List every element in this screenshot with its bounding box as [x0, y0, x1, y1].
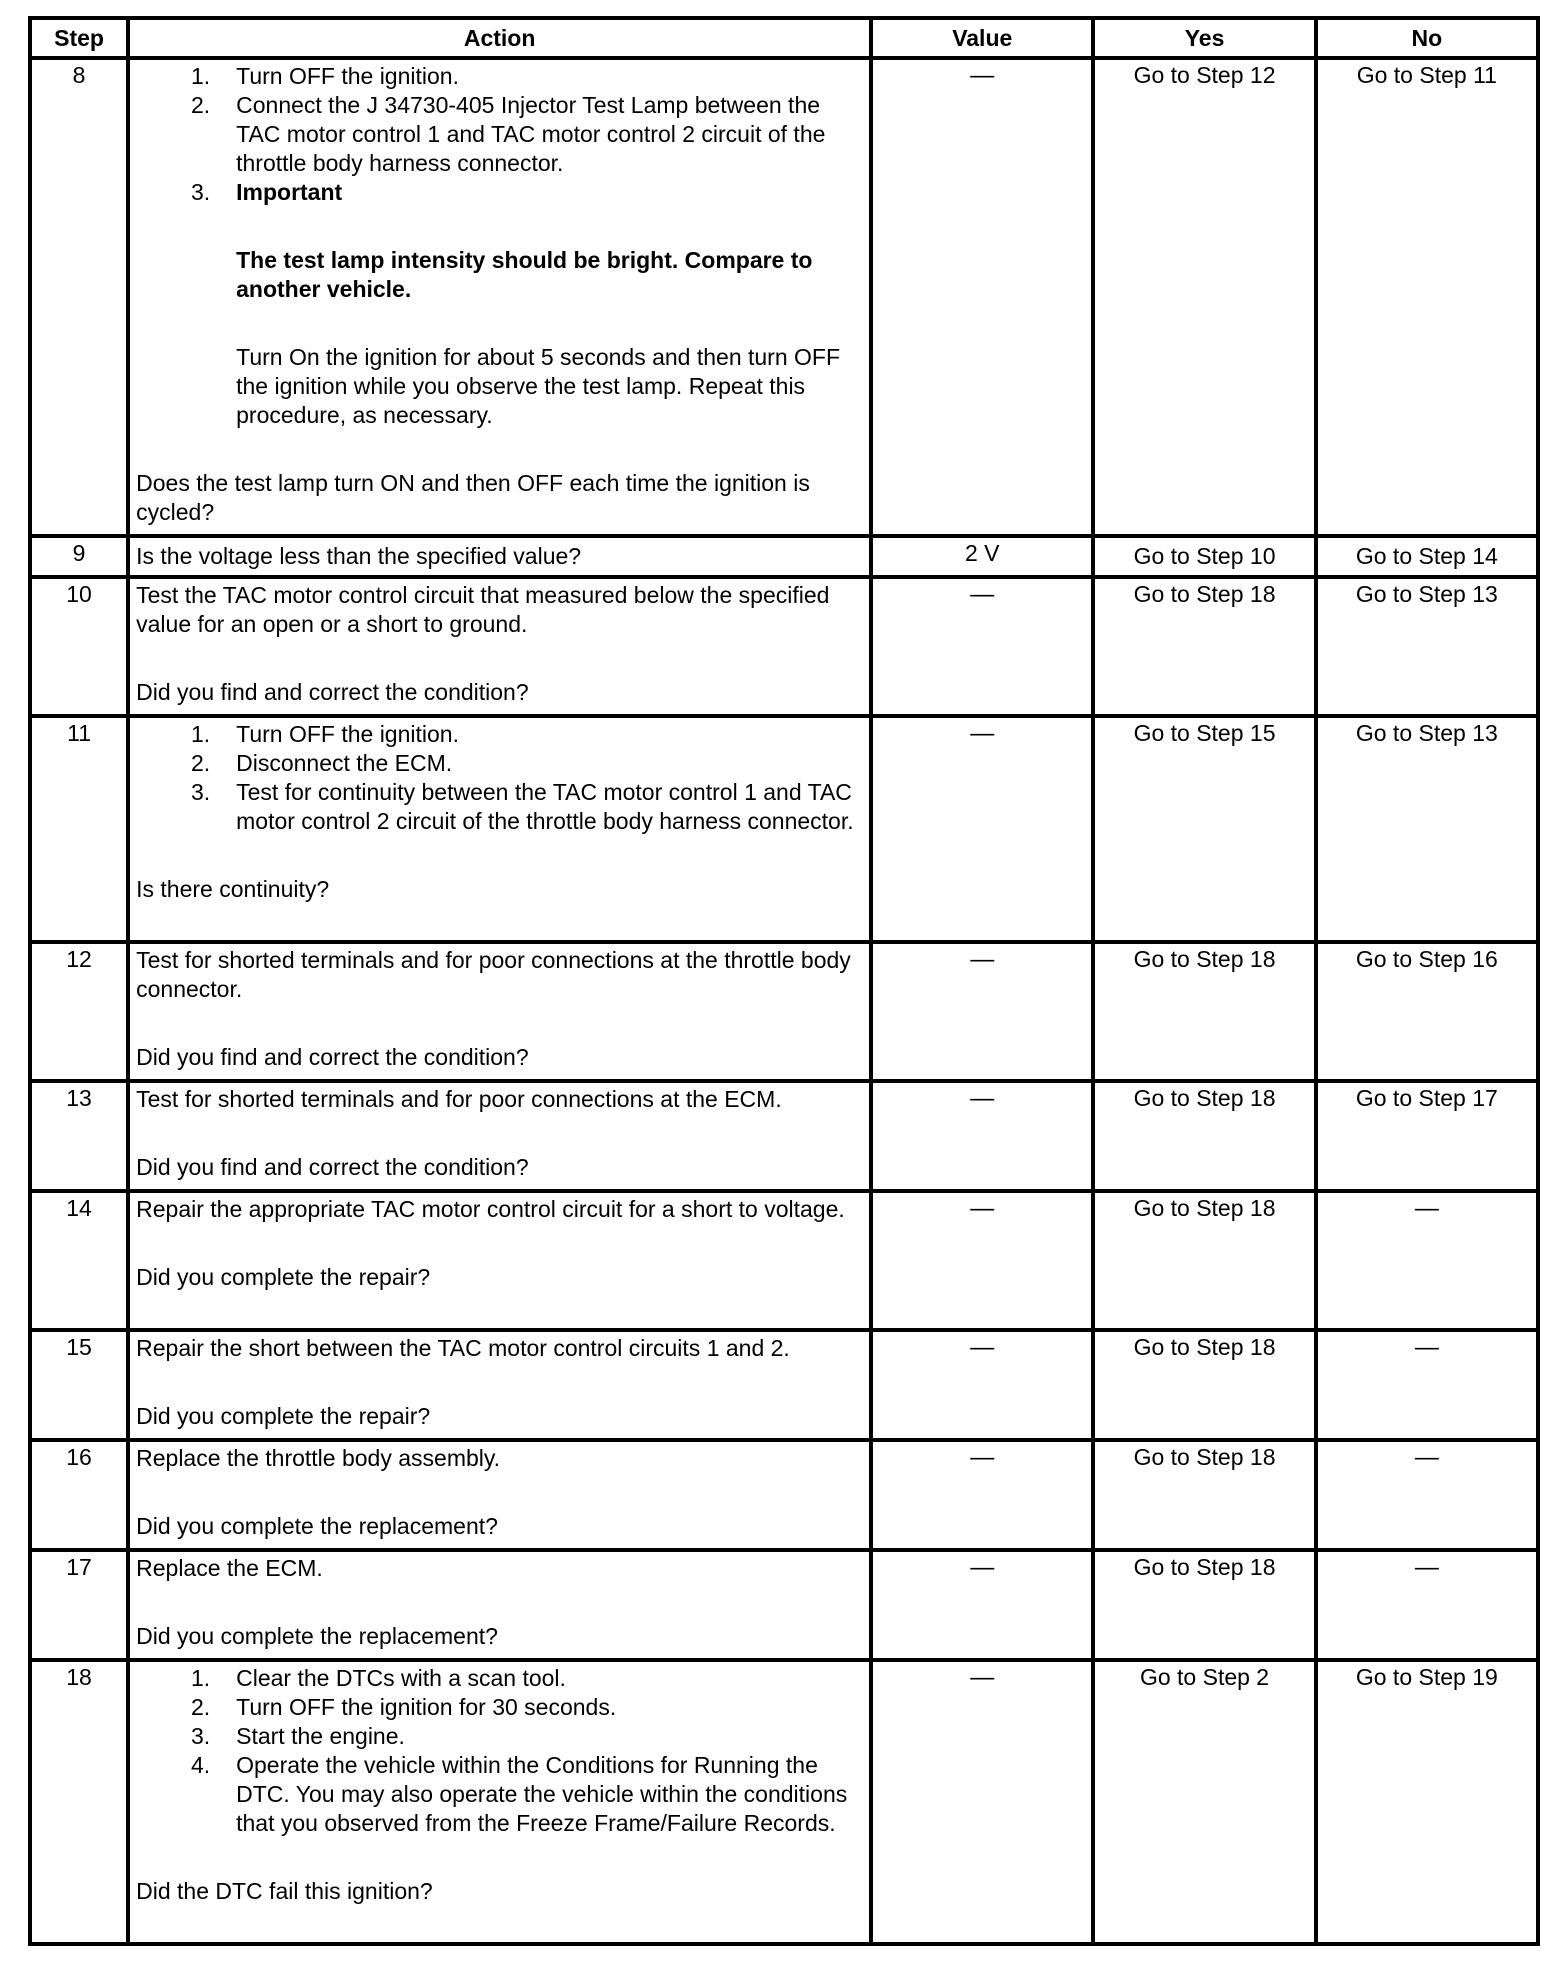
- list-item: 2. Turn OFF the ignition for 30 seconds.: [190, 1694, 617, 1720]
- value-cell: —: [871, 716, 1093, 942]
- action-question: Did you complete the repair?: [136, 1264, 431, 1290]
- table-row-step-11: [30, 716, 1538, 942]
- action-cell: [128, 1330, 871, 1440]
- action-question: Did you find and correct the condition?: [136, 1154, 529, 1180]
- yes-link[interactable]: Go to Step 18: [1093, 577, 1315, 716]
- action-question: Did you find and correct the condition?: [136, 1044, 529, 1070]
- no-link[interactable]: Go to Step 14: [1316, 536, 1538, 577]
- value-cell: 2 V: [871, 536, 1093, 577]
- diagnostic-table: [28, 16, 1540, 1946]
- important-label: Important: [236, 179, 343, 205]
- no-link[interactable]: Go to Step 11: [1316, 58, 1538, 536]
- header-step: Step: [30, 18, 128, 58]
- table-row-step-14: [30, 1191, 1538, 1330]
- no-link: —: [1316, 1440, 1538, 1550]
- step-number: 18: [30, 1660, 128, 1944]
- action-text: Test for shorted terminals and for poor connections at the ECM.: [136, 1086, 782, 1112]
- table-row-step-15: [30, 1330, 1538, 1440]
- no-link: —: [1316, 1191, 1538, 1330]
- step-number: 15: [30, 1330, 128, 1440]
- list-item: 3. Test for continuity between the TAC motor control 1 and TAC motor control 2 circuit of the throttle body harness connector.: [190, 779, 854, 834]
- yes-link[interactable]: Go to Step 18: [1093, 1440, 1315, 1550]
- step-number: 14: [30, 1191, 128, 1330]
- action-question: Is there continuity?: [136, 876, 330, 902]
- list-item: 1. Turn OFF the ignition.: [190, 63, 459, 89]
- no-link: —: [1316, 1550, 1538, 1660]
- action-text: Test for shorted terminals and for poor connections at the throttle body connector.: [136, 947, 851, 1002]
- table-row-step-8: [30, 58, 1538, 536]
- value-cell: —: [871, 1550, 1093, 1660]
- yes-link[interactable]: Go to Step 15: [1093, 716, 1315, 942]
- action-question: Did the DTC fail this ignition?: [136, 1878, 433, 1904]
- yes-link[interactable]: Go to Step 12: [1093, 58, 1315, 536]
- action-question: Did you complete the repair?: [136, 1403, 431, 1429]
- header-row: [30, 18, 1538, 58]
- table-row-step-16: [30, 1440, 1538, 1550]
- value-cell: —: [871, 577, 1093, 716]
- yes-link[interactable]: Go to Step 2: [1093, 1660, 1315, 1944]
- value-cell: —: [871, 1330, 1093, 1440]
- table-row-step-13: [30, 1081, 1538, 1191]
- action-list: [136, 62, 865, 430]
- value-cell: —: [871, 1081, 1093, 1191]
- action-question: Is the voltage less than the specified value?: [128, 536, 871, 577]
- yes-link[interactable]: Go to Step 18: [1093, 1550, 1315, 1660]
- table-row-step-9: [30, 536, 1538, 577]
- step-number: 12: [30, 942, 128, 1081]
- value-cell: —: [871, 1440, 1093, 1550]
- list-item: 4. Operate the vehicle within the Conditions for Running the DTC. You may also operate the vehicle within the conditions that you observed from the Freeze Frame/Failure Records.: [190, 1752, 848, 1836]
- header-yes: Yes: [1093, 18, 1315, 58]
- action-question: Does the test lamp turn ON and then OFF each time the ignition is cycled?: [136, 470, 810, 525]
- action-cell: [128, 1440, 871, 1550]
- no-link[interactable]: Go to Step 17: [1316, 1081, 1538, 1191]
- action-text: Replace the ECM.: [136, 1555, 323, 1581]
- value-cell: —: [871, 1191, 1093, 1330]
- list-item: 2. Disconnect the ECM.: [190, 750, 453, 776]
- list-item: 3. Start the engine.: [190, 1723, 405, 1749]
- value-cell: —: [871, 58, 1093, 536]
- value-cell: —: [871, 1660, 1093, 1944]
- action-text: Test the TAC motor control circuit that measured below the specified value for an open or a short to ground.: [136, 582, 830, 637]
- action-text: Repair the short between the TAC motor control circuits 1 and 2.: [136, 1335, 790, 1361]
- action-cell: [128, 577, 871, 716]
- action-text: Repair the appropriate TAC motor control circuit for a short to voltage.: [136, 1196, 845, 1222]
- step-number: 9: [30, 536, 128, 577]
- table-row-step-12: [30, 942, 1538, 1081]
- step-number: 16: [30, 1440, 128, 1550]
- action-list: [136, 1664, 865, 1838]
- no-link[interactable]: Go to Step 19: [1316, 1660, 1538, 1944]
- action-cell: [128, 1191, 871, 1330]
- action-text: Replace the throttle body assembly.: [136, 1445, 501, 1471]
- important-note: The test lamp intensity should be bright. Compare to another vehicle.: [236, 247, 813, 302]
- list-item: 1. Turn OFF the ignition.: [190, 721, 459, 747]
- step-number: 8: [30, 58, 128, 536]
- list-item: 3. Important: [136, 178, 865, 207]
- step-number: 17: [30, 1550, 128, 1660]
- no-link[interactable]: Go to Step 13: [1316, 716, 1538, 942]
- action-list: [136, 720, 865, 836]
- action-cell: [128, 1660, 871, 1944]
- no-link: —: [1316, 1330, 1538, 1440]
- header-value: Value: [871, 18, 1093, 58]
- action-question: Did you complete the replacement?: [136, 1513, 498, 1539]
- list-item: 1. Clear the DTCs with a scan tool.: [190, 1665, 566, 1691]
- table-row-step-10: [30, 577, 1538, 716]
- header-no: No: [1316, 18, 1538, 58]
- step-number: 13: [30, 1081, 128, 1191]
- step-number: 11: [30, 716, 128, 942]
- yes-link[interactable]: Go to Step 18: [1093, 1330, 1315, 1440]
- list-item: 2. Connect the J 34730-405 Injector Test Lamp between the TAC motor control 1 and TAC motor control 2 circuit of the throttle body harness connector.: [190, 92, 826, 176]
- yes-link[interactable]: Go to Step 18: [1093, 1191, 1315, 1330]
- action-question: Did you complete the replacement?: [136, 1623, 498, 1649]
- table-row-step-17: [30, 1550, 1538, 1660]
- action-question: Did you find and correct the condition?: [136, 679, 529, 705]
- table-row-step-18: [30, 1660, 1538, 1944]
- yes-link[interactable]: Go to Step 18: [1093, 1081, 1315, 1191]
- yes-link[interactable]: Go to Step 10: [1093, 536, 1315, 577]
- no-link[interactable]: Go to Step 13: [1316, 577, 1538, 716]
- action-cell: [128, 58, 871, 536]
- action-cell: [128, 942, 871, 1081]
- step-number: 10: [30, 577, 128, 716]
- action-cell: [128, 1081, 871, 1191]
- no-link[interactable]: Go to Step 16: [1316, 942, 1538, 1081]
- action-cell: [128, 716, 871, 942]
- header-action: Action: [128, 18, 871, 58]
- action-cell: [128, 1550, 871, 1660]
- yes-link[interactable]: Go to Step 18: [1093, 942, 1315, 1081]
- procedure-text: Turn On the ignition for about 5 seconds and then turn OFF the ignition while you observe the test lamp. Repeat this procedure, as necessary.: [236, 344, 841, 428]
- value-cell: —: [871, 942, 1093, 1081]
